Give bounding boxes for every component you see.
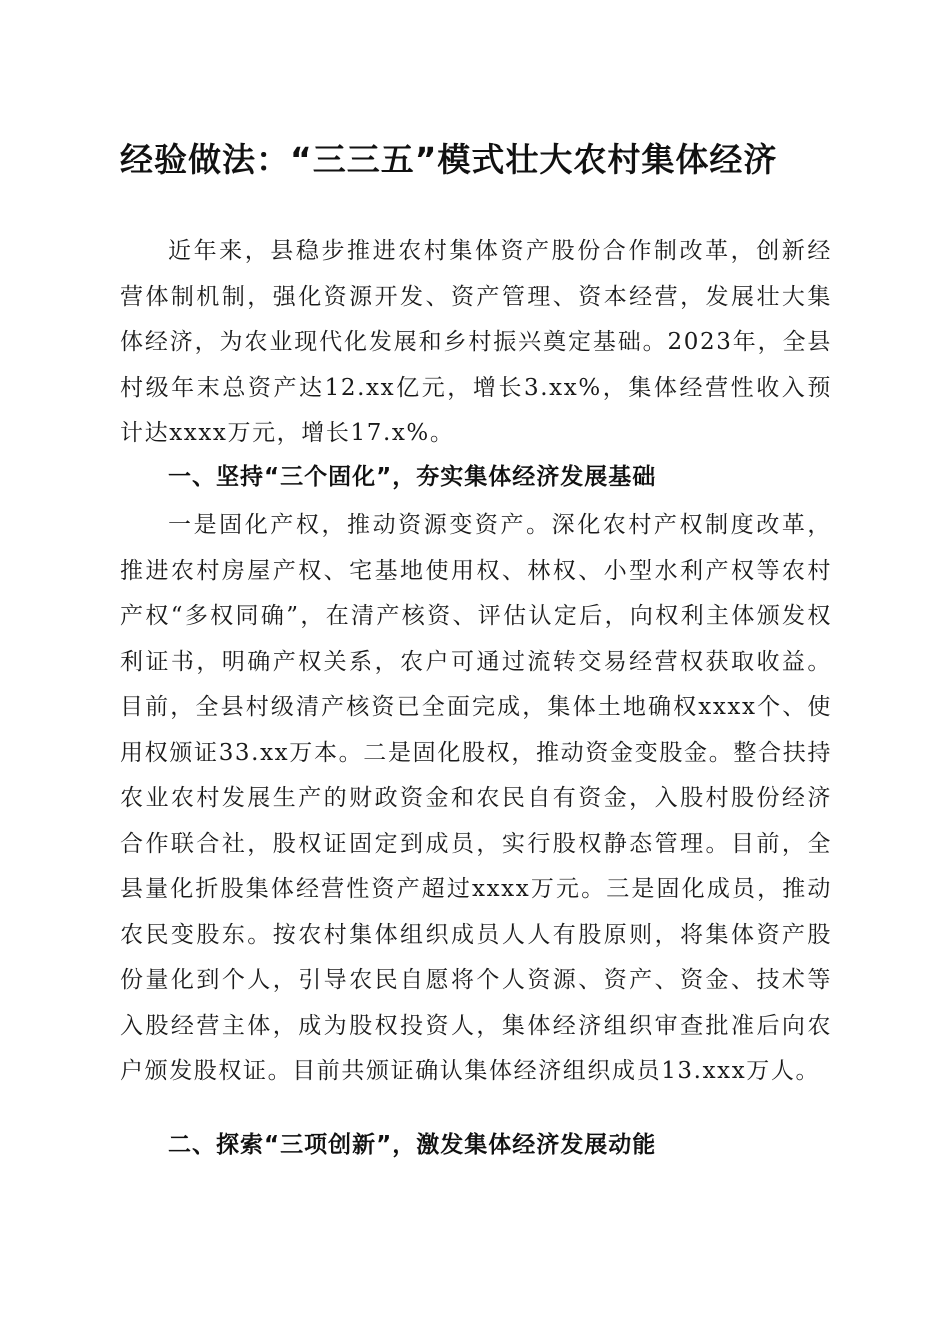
intro-paragraph: 近年来，县稳步推进农村集体资产股份合作制改革，创新经营体制机制，强化资源开发、资产管理、资本经营，发展壮大集体经济，为农业现代化发展和乡村振兴奠定基础。2023年，全县村级年末总资产达12.xx亿元，增长3.xx%，集体经营性收入预计达xxxx万元，增长17.x%。 <box>120 238 832 446</box>
section-1-heading: 一、坚持“三个固化”，夯实集体经济发展基础 <box>168 464 657 490</box>
document-title: 经验做法：“三三五”模式壮大农村集体经济 <box>120 140 778 179</box>
section-1-paragraph: 一是固化产权，推动资源变资产。深化农村产权制度改革，推进农村房屋产权、宅基地使用权、林权、小型水利产权等农村产权“多权同确”，在清产核资、评估认定后，向权利主体颁发权利证书，明确产权关系，农户可通过流转交易经营权获取收益。目前，全县村级清产核资已全面完成，集体土地确权xxxx个、使用权颁证33.xx万本。二是固化股权，推动资金变股金。整合扶持农业农村发展生产的财政资金和农民自有资金，入股村股份经济合作联合社，股权证固定到成员，实行股权静态管理。目前，全县量化折股集体经营性资产超过xxxx万元。三是固化成员，推动农民变股东。按农村集体组织成员人人有股原则，将集体资产股份量化到个人，引导农民自愿将个人资源、资产、资金、技术等入股经营主体，成为股权投资人，集体经济组织审查批准后向农户颁发股权证。目前共颁证确认集体经济组织成员13.xxx万人。 <box>120 512 832 1084</box>
section-2-heading: 二、探索“三项创新”，激发集体经济发展动能 <box>168 1132 657 1158</box>
